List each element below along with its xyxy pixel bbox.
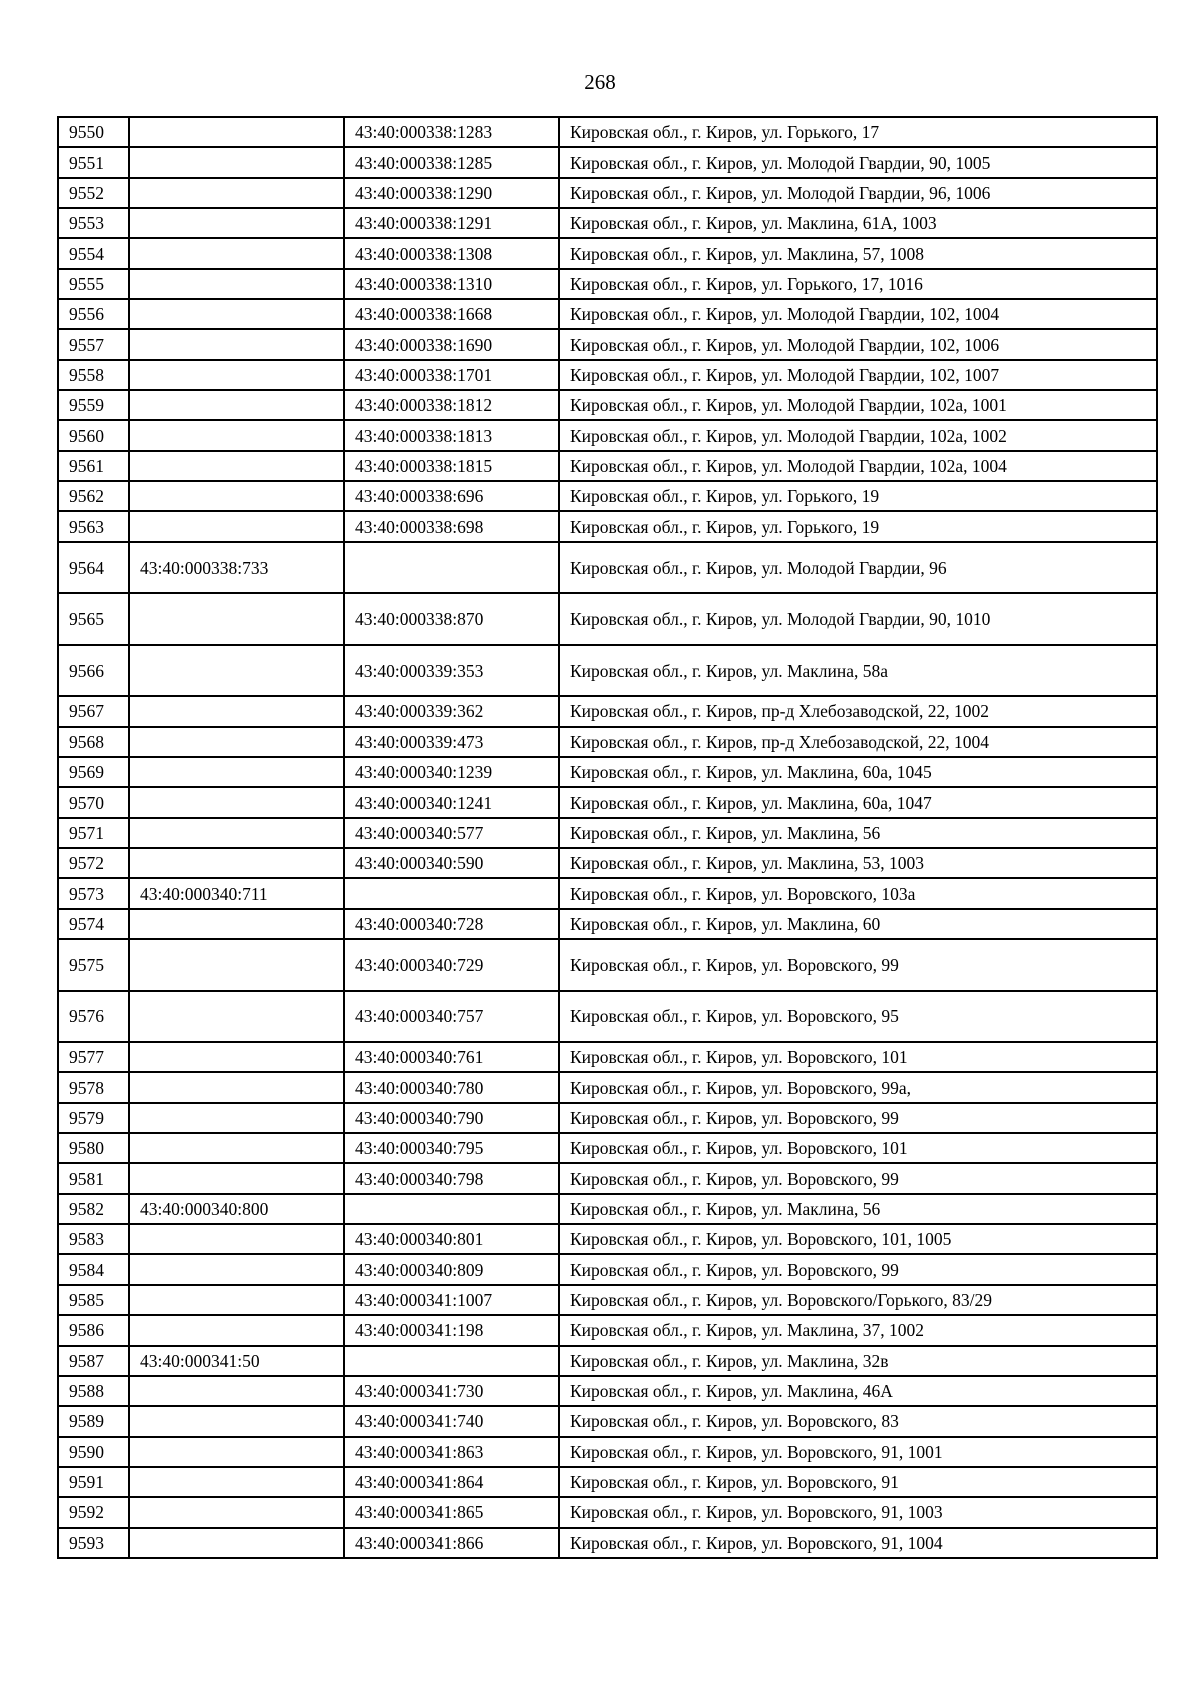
land-cadastral-number-cell xyxy=(129,117,344,147)
table-row xyxy=(58,1254,1157,1284)
object-cadastral-number-cell: 43:40:000338:698 xyxy=(344,511,559,541)
row-number-cell: 9593 xyxy=(58,1528,129,1558)
land-cadastral-number-cell xyxy=(129,451,344,481)
address-cell: Кировская обл., г. Киров, ул. Горького, 17, 1016 xyxy=(559,269,1157,299)
land-cadastral-number-cell xyxy=(129,1406,344,1436)
table-row xyxy=(58,269,1157,299)
table-row xyxy=(58,787,1157,817)
object-cadastral-number-cell: 43:40:000338:1815 xyxy=(344,451,559,481)
table-row xyxy=(58,1406,1157,1436)
table-row xyxy=(58,360,1157,390)
object-cadastral-number-cell: 43:40:000338:1813 xyxy=(344,420,559,450)
table-row xyxy=(58,1285,1157,1315)
table-row xyxy=(58,178,1157,208)
table-row xyxy=(58,1315,1157,1345)
object-cadastral-number-cell xyxy=(344,1194,559,1224)
row-number-cell: 9568 xyxy=(58,727,129,757)
object-cadastral-number-cell: 43:40:000338:1308 xyxy=(344,238,559,268)
table-row xyxy=(58,991,1157,1043)
land-cadastral-number-cell xyxy=(129,420,344,450)
row-number-cell: 9582 xyxy=(58,1194,129,1224)
table-row xyxy=(58,757,1157,787)
row-number-cell: 9585 xyxy=(58,1285,129,1315)
address-cell: Кировская обл., г. Киров, ул. Горького, 19 xyxy=(559,511,1157,541)
registry-table-body xyxy=(58,117,1157,1558)
table-row xyxy=(58,1103,1157,1133)
object-cadastral-number-cell xyxy=(344,542,559,594)
table-row xyxy=(58,208,1157,238)
object-cadastral-number-cell: 43:40:000340:590 xyxy=(344,848,559,878)
object-cadastral-number-cell: 43:40:000341:740 xyxy=(344,1406,559,1436)
address-cell: Кировская обл., г. Киров, ул. Воровского, 95 xyxy=(559,991,1157,1043)
land-cadastral-number-cell xyxy=(129,727,344,757)
object-cadastral-number-cell: 43:40:000340:801 xyxy=(344,1224,559,1254)
object-cadastral-number-cell: 43:40:000340:728 xyxy=(344,909,559,939)
object-cadastral-number-cell: 43:40:000338:870 xyxy=(344,593,559,645)
table-row xyxy=(58,1194,1157,1224)
row-number-cell: 9551 xyxy=(58,147,129,177)
row-number-cell: 9552 xyxy=(58,178,129,208)
address-cell: Кировская обл., г. Киров, ул. Маклина, 60а, 1045 xyxy=(559,757,1157,787)
table-row xyxy=(58,1346,1157,1376)
address-cell: Кировская обл., г. Киров, ул. Воровского, 101, 1005 xyxy=(559,1224,1157,1254)
object-cadastral-number-cell: 43:40:000338:1285 xyxy=(344,147,559,177)
table-row xyxy=(58,1467,1157,1497)
row-number-cell: 9573 xyxy=(58,878,129,908)
address-cell: Кировская обл., г. Киров, ул. Воровского, 99 xyxy=(559,1254,1157,1284)
address-cell: Кировская обл., г. Киров, ул. Молодой Гвардии, 102, 1004 xyxy=(559,299,1157,329)
land-cadastral-number-cell xyxy=(129,360,344,390)
object-cadastral-number-cell: 43:40:000340:798 xyxy=(344,1163,559,1193)
object-cadastral-number-cell: 43:40:000338:1690 xyxy=(344,329,559,359)
table-row xyxy=(58,1163,1157,1193)
address-cell: Кировская обл., г. Киров, ул. Воровского, 101 xyxy=(559,1133,1157,1163)
address-cell: Кировская обл., г. Киров, ул. Маклина, 60 xyxy=(559,909,1157,939)
table-row xyxy=(58,481,1157,511)
land-cadastral-number-cell xyxy=(129,1285,344,1315)
table-row xyxy=(58,117,1157,147)
row-number-cell: 9574 xyxy=(58,909,129,939)
land-cadastral-number-cell xyxy=(129,1072,344,1102)
row-number-cell: 9579 xyxy=(58,1103,129,1133)
land-cadastral-number-cell xyxy=(129,909,344,939)
land-cadastral-number-cell xyxy=(129,147,344,177)
row-number-cell: 9569 xyxy=(58,757,129,787)
row-number-cell: 9576 xyxy=(58,991,129,1043)
object-cadastral-number-cell: 43:40:000340:780 xyxy=(344,1072,559,1102)
row-number-cell: 9578 xyxy=(58,1072,129,1102)
object-cadastral-number-cell: 43:40:000340:795 xyxy=(344,1133,559,1163)
row-number-cell: 9589 xyxy=(58,1406,129,1436)
land-cadastral-number-cell xyxy=(129,1224,344,1254)
row-number-cell: 9566 xyxy=(58,645,129,697)
address-cell: Кировская обл., г. Киров, ул. Молодой Гвардии, 102, 1006 xyxy=(559,329,1157,359)
table-row xyxy=(58,696,1157,726)
address-cell: Кировская обл., г. Киров, ул. Маклина, 60а, 1047 xyxy=(559,787,1157,817)
row-number-cell: 9588 xyxy=(58,1376,129,1406)
land-cadastral-number-cell xyxy=(129,645,344,697)
address-cell: Кировская обл., г. Киров, ул. Воровского, 99а, xyxy=(559,1072,1157,1102)
object-cadastral-number-cell: 43:40:000338:1812 xyxy=(344,390,559,420)
address-cell: Кировская обл., г. Киров, ул. Воровского, 91, 1003 xyxy=(559,1497,1157,1527)
table-row xyxy=(58,420,1157,450)
object-cadastral-number-cell: 43:40:000341:865 xyxy=(344,1497,559,1527)
object-cadastral-number-cell: 43:40:000338:1310 xyxy=(344,269,559,299)
row-number-cell: 9581 xyxy=(58,1163,129,1193)
address-cell: Кировская обл., г. Киров, ул. Воровского, 103а xyxy=(559,878,1157,908)
address-cell: Кировская обл., г. Киров, ул. Маклина, 32в xyxy=(559,1346,1157,1376)
row-number-cell: 9565 xyxy=(58,593,129,645)
object-cadastral-number-cell: 43:40:000340:577 xyxy=(344,818,559,848)
table-row xyxy=(58,1497,1157,1527)
row-number-cell: 9577 xyxy=(58,1042,129,1072)
table-row xyxy=(58,878,1157,908)
object-cadastral-number-cell: 43:40:000341:866 xyxy=(344,1528,559,1558)
address-cell: Кировская обл., г. Киров, ул. Воровского, 99 xyxy=(559,1163,1157,1193)
land-cadastral-number-cell xyxy=(129,818,344,848)
address-cell: Кировская обл., г. Киров, ул. Маклина, 58а xyxy=(559,645,1157,697)
land-cadastral-number-cell xyxy=(129,329,344,359)
address-cell: Кировская обл., г. Киров, пр-д Хлебозаводской, 22, 1004 xyxy=(559,727,1157,757)
table-row xyxy=(58,645,1157,697)
object-cadastral-number-cell: 43:40:000341:198 xyxy=(344,1315,559,1345)
land-cadastral-number-cell xyxy=(129,1133,344,1163)
address-cell: Кировская обл., г. Киров, ул. Молодой Гвардии, 90, 1010 xyxy=(559,593,1157,645)
address-cell: Кировская обл., г. Киров, ул. Воровского, 99 xyxy=(559,1103,1157,1133)
land-cadastral-number-cell xyxy=(129,178,344,208)
object-cadastral-number-cell: 43:40:000340:729 xyxy=(344,939,559,991)
address-cell: Кировская обл., г. Киров, ул. Маклина, 56 xyxy=(559,818,1157,848)
land-cadastral-number-cell xyxy=(129,939,344,991)
address-cell: Кировская обл., г. Киров, ул. Молодой Гвардии, 102а, 1001 xyxy=(559,390,1157,420)
address-cell: Кировская обл., г. Киров, ул. Воровского, 99 xyxy=(559,939,1157,991)
land-cadastral-number-cell xyxy=(129,1376,344,1406)
address-cell: Кировская обл., г. Киров, ул. Воровского, 91, 1001 xyxy=(559,1437,1157,1467)
address-cell: Кировская обл., г. Киров, ул. Молодой Гвардии, 90, 1005 xyxy=(559,147,1157,177)
row-number-cell: 9575 xyxy=(58,939,129,991)
table-row xyxy=(58,329,1157,359)
address-cell: Кировская обл., г. Киров, ул. Воровского, 91, 1004 xyxy=(559,1528,1157,1558)
land-cadastral-number-cell xyxy=(129,848,344,878)
land-cadastral-number-cell xyxy=(129,593,344,645)
table-row xyxy=(58,1133,1157,1163)
row-number-cell: 9592 xyxy=(58,1497,129,1527)
row-number-cell: 9560 xyxy=(58,420,129,450)
object-cadastral-number-cell: 43:40:000341:864 xyxy=(344,1467,559,1497)
land-cadastral-number-cell xyxy=(129,390,344,420)
row-number-cell: 9587 xyxy=(58,1346,129,1376)
row-number-cell: 9555 xyxy=(58,269,129,299)
row-number-cell: 9556 xyxy=(58,299,129,329)
land-cadastral-number-cell xyxy=(129,757,344,787)
row-number-cell: 9580 xyxy=(58,1133,129,1163)
table-row xyxy=(58,299,1157,329)
table-row xyxy=(58,939,1157,991)
address-cell: Кировская обл., г. Киров, ул. Маклина, 46А xyxy=(559,1376,1157,1406)
row-number-cell: 9557 xyxy=(58,329,129,359)
land-cadastral-number-cell xyxy=(129,1254,344,1284)
object-cadastral-number-cell: 43:40:000338:1668 xyxy=(344,299,559,329)
object-cadastral-number-cell: 43:40:000340:757 xyxy=(344,991,559,1043)
object-cadastral-number-cell: 43:40:000340:809 xyxy=(344,1254,559,1284)
row-number-cell: 9558 xyxy=(58,360,129,390)
page-number: 268 xyxy=(584,70,616,94)
object-cadastral-number-cell: 43:40:000338:1290 xyxy=(344,178,559,208)
table-row xyxy=(58,147,1157,177)
address-cell: Кировская обл., г. Киров, ул. Горького, 17 xyxy=(559,117,1157,147)
land-cadastral-number-cell xyxy=(129,511,344,541)
object-cadastral-number-cell: 43:40:000341:1007 xyxy=(344,1285,559,1315)
land-cadastral-number-cell xyxy=(129,696,344,726)
row-number-cell: 9591 xyxy=(58,1467,129,1497)
land-cadastral-number-cell xyxy=(129,787,344,817)
object-cadastral-number-cell: 43:40:000339:473 xyxy=(344,727,559,757)
land-cadastral-number-cell xyxy=(129,991,344,1043)
table-row xyxy=(58,1437,1157,1467)
land-cadastral-number-cell xyxy=(129,208,344,238)
table-row xyxy=(58,238,1157,268)
row-number-cell: 9550 xyxy=(58,117,129,147)
row-number-cell: 9563 xyxy=(58,511,129,541)
address-cell: Кировская обл., г. Киров, ул. Маклина, 37, 1002 xyxy=(559,1315,1157,1345)
object-cadastral-number-cell: 43:40:000338:1701 xyxy=(344,360,559,390)
land-cadastral-number-cell: 43:40:000340:800 xyxy=(129,1194,344,1224)
object-cadastral-number-cell: 43:40:000340:1239 xyxy=(344,757,559,787)
land-cadastral-number-cell xyxy=(129,1163,344,1193)
address-cell: Кировская обл., г. Киров, ул. Горького, 19 xyxy=(559,481,1157,511)
table-row xyxy=(58,1072,1157,1102)
row-number-cell: 9571 xyxy=(58,818,129,848)
row-number-cell: 9567 xyxy=(58,696,129,726)
land-cadastral-number-cell: 43:40:000338:733 xyxy=(129,542,344,594)
address-cell: Кировская обл., г. Киров, ул. Маклина, 56 xyxy=(559,1194,1157,1224)
address-cell: Кировская обл., г. Киров, ул. Воровского/Горького, 83/29 xyxy=(559,1285,1157,1315)
land-cadastral-number-cell xyxy=(129,1497,344,1527)
land-cadastral-number-cell xyxy=(129,1042,344,1072)
address-cell: Кировская обл., г. Киров, ул. Маклина, 53, 1003 xyxy=(559,848,1157,878)
object-cadastral-number-cell: 43:40:000339:362 xyxy=(344,696,559,726)
row-number-cell: 9590 xyxy=(58,1437,129,1467)
table-row xyxy=(58,593,1157,645)
object-cadastral-number-cell: 43:40:000339:353 xyxy=(344,645,559,697)
row-number-cell: 9562 xyxy=(58,481,129,511)
row-number-cell: 9561 xyxy=(58,451,129,481)
row-number-cell: 9554 xyxy=(58,238,129,268)
table-row xyxy=(58,390,1157,420)
row-number-cell: 9572 xyxy=(58,848,129,878)
land-cadastral-number-cell xyxy=(129,238,344,268)
table-row xyxy=(58,1042,1157,1072)
table-row xyxy=(58,909,1157,939)
object-cadastral-number-cell: 43:40:000338:1283 xyxy=(344,117,559,147)
land-cadastral-number-cell xyxy=(129,1103,344,1133)
object-cadastral-number-cell: 43:40:000341:863 xyxy=(344,1437,559,1467)
table-row xyxy=(58,818,1157,848)
table-row xyxy=(58,511,1157,541)
table-row xyxy=(58,1224,1157,1254)
land-cadastral-number-cell: 43:40:000341:50 xyxy=(129,1346,344,1376)
object-cadastral-number-cell xyxy=(344,878,559,908)
row-number-cell: 9570 xyxy=(58,787,129,817)
row-number-cell: 9584 xyxy=(58,1254,129,1284)
address-cell: Кировская обл., г. Киров, ул. Молодой Гвардии, 102, 1007 xyxy=(559,360,1157,390)
table-row xyxy=(58,1528,1157,1558)
object-cadastral-number-cell: 43:40:000338:1291 xyxy=(344,208,559,238)
address-cell: Кировская обл., г. Киров, ул. Воровского, 101 xyxy=(559,1042,1157,1072)
address-cell: Кировская обл., г. Киров, ул. Маклина, 61А, 1003 xyxy=(559,208,1157,238)
land-cadastral-number-cell: 43:40:000340:711 xyxy=(129,878,344,908)
row-number-cell: 9564 xyxy=(58,542,129,594)
registry-table xyxy=(57,116,1158,1559)
land-cadastral-number-cell xyxy=(129,1467,344,1497)
table-row xyxy=(58,727,1157,757)
row-number-cell: 9553 xyxy=(58,208,129,238)
land-cadastral-number-cell xyxy=(129,1315,344,1345)
address-cell: Кировская обл., г. Киров, ул. Воровского, 91 xyxy=(559,1467,1157,1497)
address-cell: Кировская обл., г. Киров, пр-д Хлебозаводской, 22, 1002 xyxy=(559,696,1157,726)
row-number-cell: 9586 xyxy=(58,1315,129,1345)
object-cadastral-number-cell xyxy=(344,1346,559,1376)
land-cadastral-number-cell xyxy=(129,481,344,511)
land-cadastral-number-cell xyxy=(129,1437,344,1467)
table-row xyxy=(58,848,1157,878)
address-cell: Кировская обл., г. Киров, ул. Молодой Гвардии, 102а, 1004 xyxy=(559,451,1157,481)
table-row xyxy=(58,542,1157,594)
object-cadastral-number-cell: 43:40:000340:790 xyxy=(344,1103,559,1133)
table-row xyxy=(58,451,1157,481)
land-cadastral-number-cell xyxy=(129,1528,344,1558)
row-number-cell: 9583 xyxy=(58,1224,129,1254)
table-row xyxy=(58,1376,1157,1406)
row-number-cell: 9559 xyxy=(58,390,129,420)
object-cadastral-number-cell: 43:40:000340:761 xyxy=(344,1042,559,1072)
land-cadastral-number-cell xyxy=(129,299,344,329)
land-cadastral-number-cell xyxy=(129,269,344,299)
address-cell: Кировская обл., г. Киров, ул. Молодой Гвардии, 96 xyxy=(559,542,1157,594)
object-cadastral-number-cell: 43:40:000340:1241 xyxy=(344,787,559,817)
address-cell: Кировская обл., г. Киров, ул. Молодой Гвардии, 96, 1006 xyxy=(559,178,1157,208)
object-cadastral-number-cell: 43:40:000341:730 xyxy=(344,1376,559,1406)
address-cell: Кировская обл., г. Киров, ул. Маклина, 57, 1008 xyxy=(559,238,1157,268)
address-cell: Кировская обл., г. Киров, ул. Воровского, 83 xyxy=(559,1406,1157,1436)
address-cell: Кировская обл., г. Киров, ул. Молодой Гвардии, 102а, 1002 xyxy=(559,420,1157,450)
object-cadastral-number-cell: 43:40:000338:696 xyxy=(344,481,559,511)
